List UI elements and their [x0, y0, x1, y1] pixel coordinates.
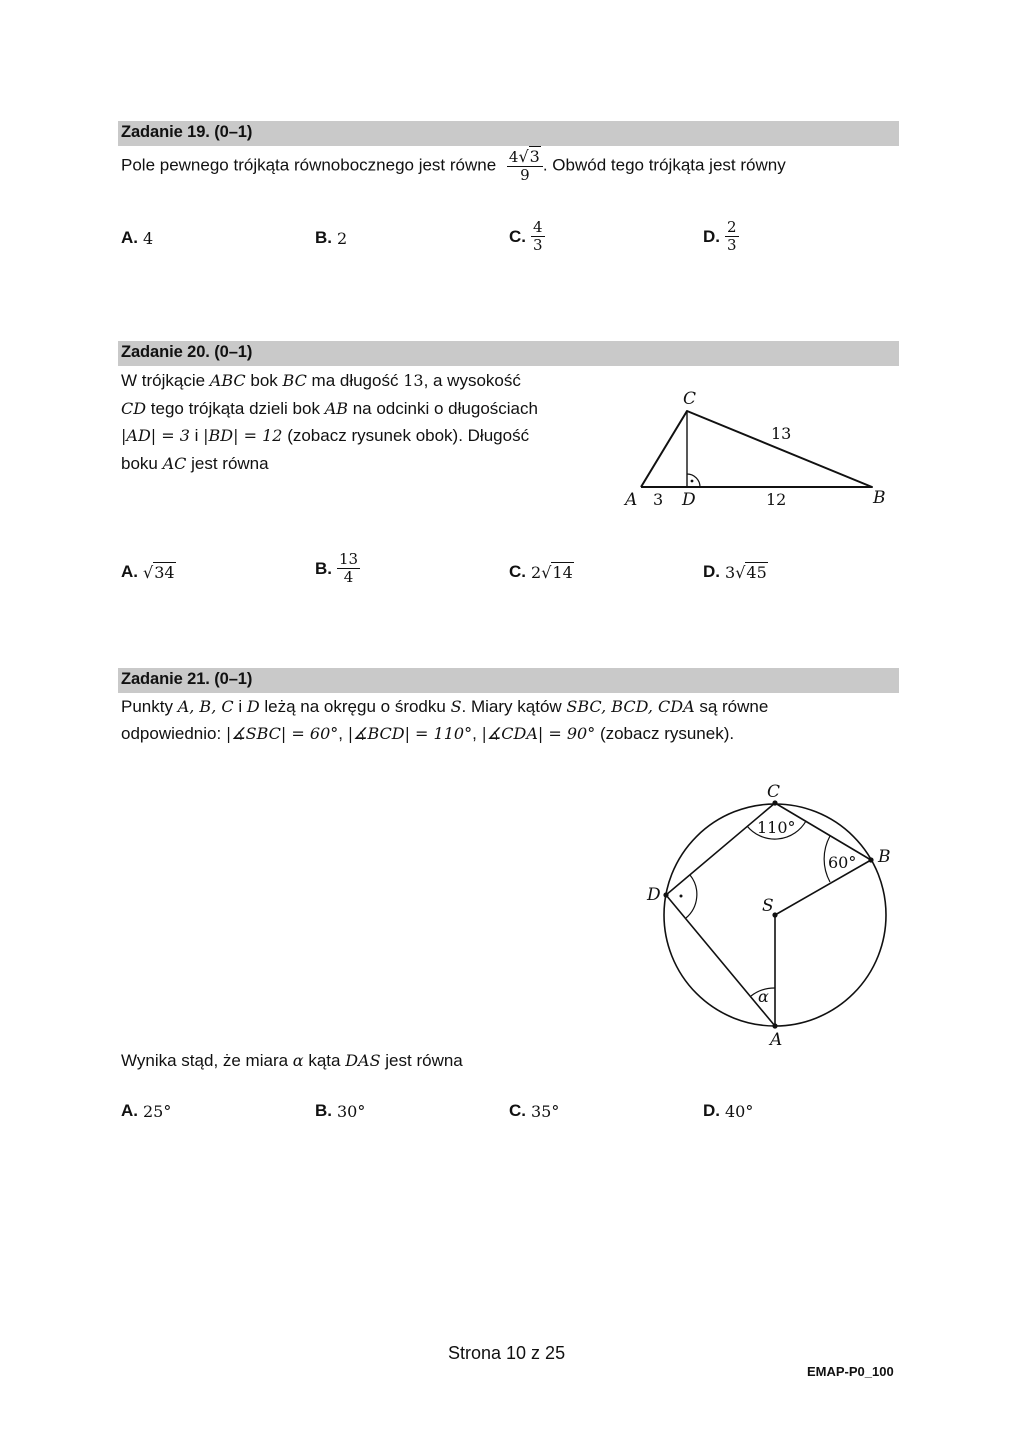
task-21-option-a[interactable]: A. 25°	[121, 1101, 172, 1121]
point-a-label: A	[625, 490, 638, 510]
circle-point-b-label: B	[878, 847, 891, 867]
task-21-question	[121, 693, 768, 747]
task-21-line-1: Punkty A, B, C i D leżą na okręgu o środku S. Miary kątów SBC, BCD, CDA są równe	[121, 697, 769, 716]
task-20-option-c[interactable]: C. 2 √14	[509, 562, 573, 582]
length-db: 12	[766, 490, 787, 509]
task-20-option-a[interactable]: A. √34	[121, 562, 175, 582]
point-d-label: D	[682, 490, 696, 510]
task-20-line-2: CD tego trójkąta dzieli bok AB na odcinki o długościach	[121, 398, 538, 418]
task-19-option-d[interactable]: D. $\frac{2}{3}$	[703, 218, 737, 254]
triangle-lengths	[653, 424, 791, 509]
task-19-option-b[interactable]: B. 2	[315, 228, 348, 248]
task-19-title: Zadanie 19. (0–1)	[121, 123, 253, 141]
point-c-label: C	[683, 389, 697, 409]
angle-bcd-label: 110°	[757, 818, 796, 837]
triangle-figure	[641, 411, 872, 487]
task-20-line-3: |AD| = 3 i |BD| = 12 (zobacz rysunek obok). Długość	[121, 426, 530, 445]
page-number: Strona 10 z 25	[448, 1343, 566, 1363]
task-19-option-a[interactable]: A. 4	[121, 228, 154, 248]
task-21-option-b[interactable]: B. 30°	[315, 1101, 366, 1121]
task-21-line-2: odpowiednio: |∡SBC| = 60°, |∡BCD| = 110°, |∡CDA| = 90° (zobacz rysunek).	[121, 724, 735, 743]
task-20-option-d[interactable]: D. 3 √45	[703, 562, 767, 582]
task-21-option-c[interactable]: C. 35°	[509, 1101, 560, 1121]
task-19-option-c[interactable]: C. $\frac{4}{3}$	[509, 218, 543, 254]
task-21-header	[118, 668, 899, 693]
circle-point-c-label: C	[767, 782, 781, 802]
circle-point-a-label: A	[770, 1030, 783, 1050]
point-b-label: B	[873, 488, 886, 508]
exam-code: EMAP-P0_100	[807, 1364, 894, 1379]
length-ad: 3	[653, 490, 664, 509]
angle-sbc-label: 60°	[828, 853, 857, 872]
task-21-conclusion: Wynika stąd, że miara α kąta DAS jest równa	[121, 1051, 463, 1070]
task-21-title: Zadanie 21. (0–1)	[121, 670, 253, 688]
circle-point-s-label: S	[762, 896, 774, 916]
alpha-label: α	[758, 987, 769, 1006]
length-bc: 13	[771, 424, 792, 443]
task-20-line-1: W trójkącie ABC bok BC ma długość 13, a wysokość	[121, 371, 521, 390]
task-20-title: Zadanie 20. (0–1)	[121, 343, 253, 361]
task-20-option-b[interactable]: B. $\frac{13}{4}$	[315, 550, 359, 586]
task-19-question: Pole pewnego trójkąta równobocznego jest równe $\frac{4√3}{9}$ . Obwód tego trójkąta jest równy	[121, 147, 786, 184]
task-21-option-d[interactable]: D. 40°	[703, 1101, 754, 1121]
circle-point-d-label: D	[647, 885, 661, 905]
task-19-area-fraction: $\frac{4√3}{9}$	[507, 148, 543, 184]
task-20-line-4: boku AC jest równa	[121, 453, 269, 473]
